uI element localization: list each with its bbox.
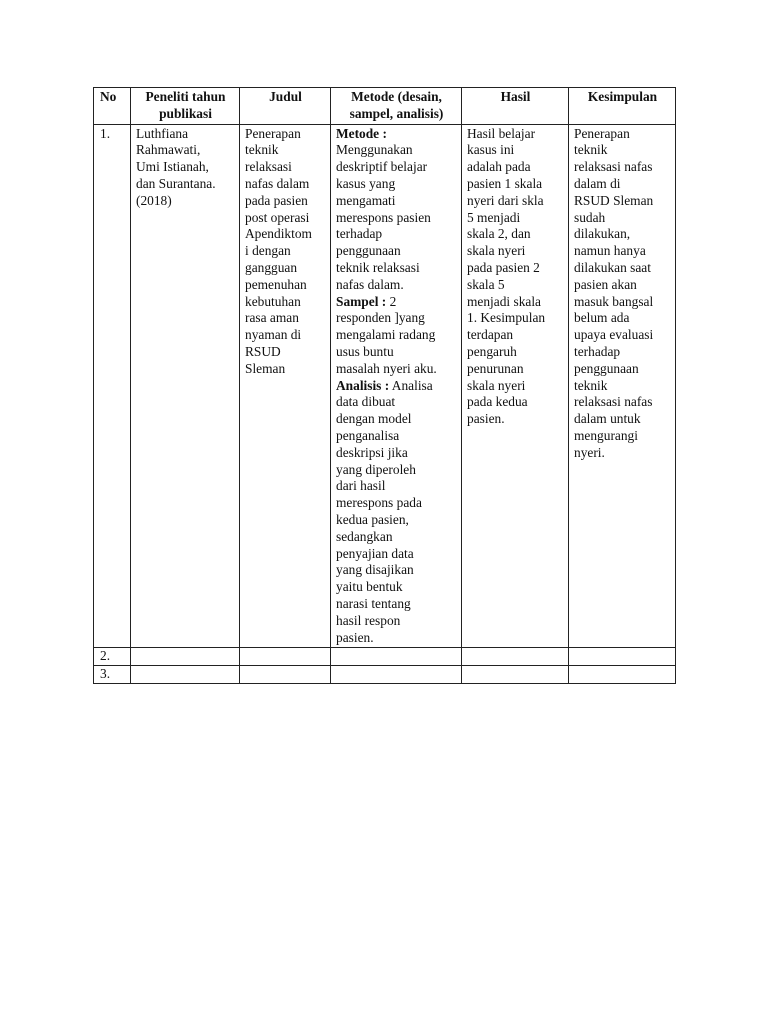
table-row — [94, 666, 676, 684]
cell-empty — [240, 666, 331, 684]
metode-text: Menggunakan deskriptif belajar kasus yang mengamati merespons pasien terhadap penggunaan teknik relaksasi nafas dalam. — [336, 142, 431, 292]
header-no: No — [94, 88, 131, 125]
cell-empty — [240, 648, 331, 666]
cell-kesimpulan: Penerapan teknik relaksasi nafas dalam di RSUD Sleman sudah dilakukan, namun hanya dilakukan saat pasien akan masuk bangsal belum ada upaya evaluasi terhadap penggunaan teknik relaksasi nafas dalam untuk mengurangi nyeri. — [569, 124, 676, 648]
cell-empty — [131, 648, 240, 666]
cell-empty — [462, 648, 569, 666]
cell-no: 3. — [94, 666, 131, 684]
header-kesimpulan: Kesimpulan — [569, 88, 676, 125]
cell-empty — [569, 666, 676, 684]
cell-empty — [462, 666, 569, 684]
cell-no: 2. — [94, 648, 131, 666]
cell-hasil: Hasil belajar kasus ini adalah pada pasien 1 skala nyeri dari skla 5 menjadi skala 2, dan skala nyeri pada pasien 2 skala 5 menjadi skala 1. Kesimpulan terdapan pengaruh penurunan skala nyeri pada kedua pasien. — [462, 124, 569, 648]
sampel-text: 2 responden ]yang mengalami radang usus buntu masalah nyeri aku. — [336, 293, 437, 376]
cell-peneliti: Luthfiana Rahmawati, Umi Istianah, dan Surantana. (2018) — [131, 124, 240, 648]
cell-empty — [131, 666, 240, 684]
cell-empty — [331, 666, 462, 684]
cell-metode — [331, 124, 462, 648]
table-row — [94, 648, 676, 666]
table-row — [94, 124, 676, 648]
header-metode: Metode (desain, sampel, analisis) — [331, 88, 462, 125]
header-peneliti: Peneliti tahun publikasi — [131, 88, 240, 125]
header-hasil: Hasil — [462, 88, 569, 125]
cell-empty — [331, 648, 462, 666]
analisis-text: Analisa data dibuat dengan model penganalisa deskripsi jika yang diperoleh dari hasil merespons pada kedua pasien, sedangkan penyajian data yang disajikan yaitu bentuk narasi tentang hasil respon pasien. — [336, 377, 433, 645]
sampel-label: Sampel : — [336, 293, 387, 309]
cell-judul: Penerapan teknik relaksasi nafas dalam pada pasien post operasi Apendiktom i dengan gangguan pemenuhan kebutuhan rasa aman nyaman di RSUD Sleman — [240, 124, 331, 648]
analisis-label: Analisis : — [336, 377, 390, 393]
literature-review-table — [93, 87, 676, 684]
metode-label: Metode : — [336, 125, 387, 141]
table-header-row — [94, 88, 676, 125]
header-judul: Judul — [240, 88, 331, 125]
cell-no: 1. — [94, 124, 131, 648]
cell-empty — [569, 648, 676, 666]
